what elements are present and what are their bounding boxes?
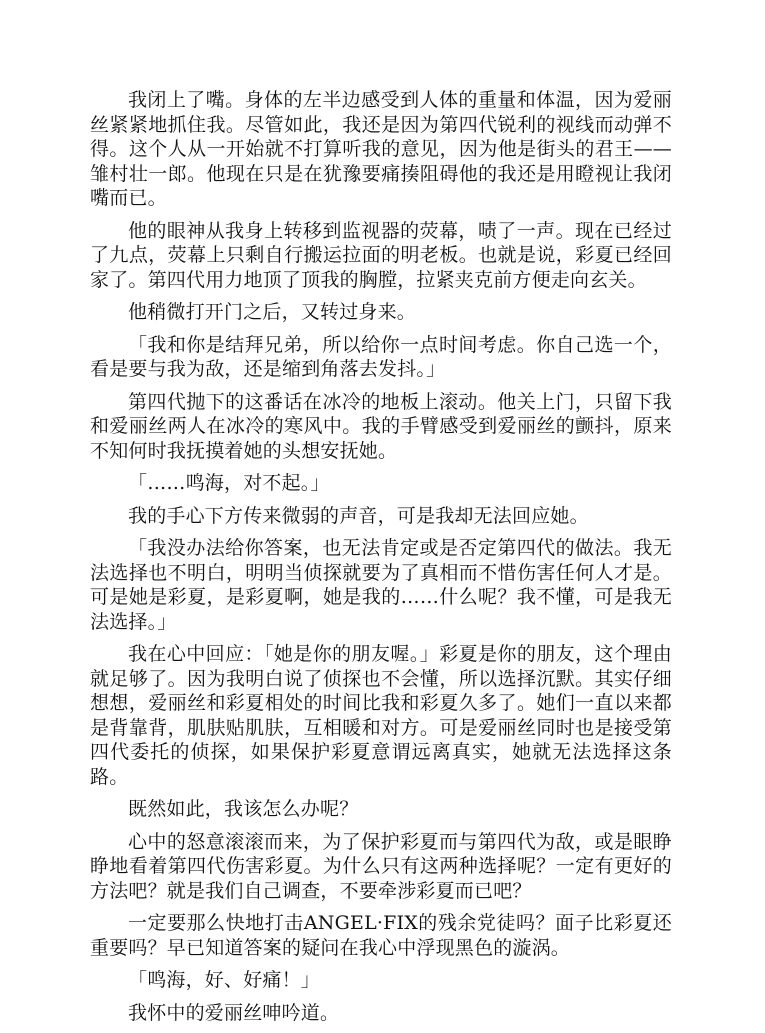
paragraph: 「……鸣海，对不起。」 <box>128 472 330 494</box>
paragraph: 我在心中回应：「她是你的朋友喔。」彩夏是你的朋友，这个理由就足够了。因为我明白说了侦探也不会懂，所以选择沉默。其实仔细想想，爱丽丝和彩夏相处的时间比我和彩夏久多了。她们一直以来都是背靠背，肌肤贴肌肤，互相暖和对方。可是爱丽丝同时也是接受第四代委托的侦探，如果保护彩夏意谓远离真实，她就无法选择这条路。 <box>90 643 672 788</box>
paragraph: 我怀中的爱丽丝呻吟道。 <box>128 1001 340 1024</box>
paragraph: 「我没办法给你答案，也无法肯定或是否定第四代的做法。我无法选择也不明白，明明当侦探就要为了真相而不惜伤害任何人才是。可是她是彩夏，是彩夏啊，她是我的……什么呢？我不懂，可是我无法选择。」 <box>90 537 672 633</box>
paragraph: 他稍微打开门之后，又转过身来。 <box>128 301 417 323</box>
paragraph: 第四代抛下的这番话在冰冷的地板上滚动。他关上门，只留下我和爱丽丝两人在冰冷的寒风中。我的手臂感受到爱丽丝的颤抖，原来不知何时我抚摸着她的头想安抚她。 <box>90 390 672 462</box>
paragraph: 我闭上了嘴。身体的左半边感受到人体的重量和体温，因为爱丽丝紧紧地抓住我。尽管如此，我还是因为第四代锐利的视线而动弹不得。这个人从一开始就不打算听我的意见，因为他是街头的君王——雏村壮一郎。他现在只是在犹豫要痛揍阻碍他的我还是用瞪视让我闭嘴而已。 <box>90 89 672 209</box>
paragraph: 既然如此，我该怎么办呢？ <box>128 798 359 820</box>
paragraph: 他的眼神从我身上转移到监视器的荧幕，啧了一声。现在已经过了九点，荧幕上只剩自行搬运拉面的明老板。也就是说，彩夏已经回家了。第四代用力地顶了顶我的胸膛，拉紧夹克前方便走向玄关。 <box>90 219 672 291</box>
paragraph: 一定要那么快地打击ANGEL·FIX的残余党徒吗？面子比彩夏还重要吗？早已知道答案的疑问在我心中浮现黑色的漩涡。 <box>90 912 672 959</box>
paragraph: 「鸣海，好、好痛！」 <box>128 969 321 991</box>
paragraph: 「我和你是结拜兄弟，所以给你一点时间考虑。你自己选一个，看是要与我为敌，还是缩到角落去发抖。」 <box>90 333 672 380</box>
paragraph: 我的手心下方传来微弱的声音，可是我却无法回应她。 <box>128 504 589 527</box>
body-text <box>90 88 672 1033</box>
paragraph: 心中的怒意滚滚而来，为了保护彩夏而与第四代为敌，或是眼睁睁地看着第四代伤害彩夏。为什么只有这两种选择呢？一定有更好的方法吧？就是我们自己调查，不要牵涉彩夏而已吧？ <box>90 830 672 902</box>
